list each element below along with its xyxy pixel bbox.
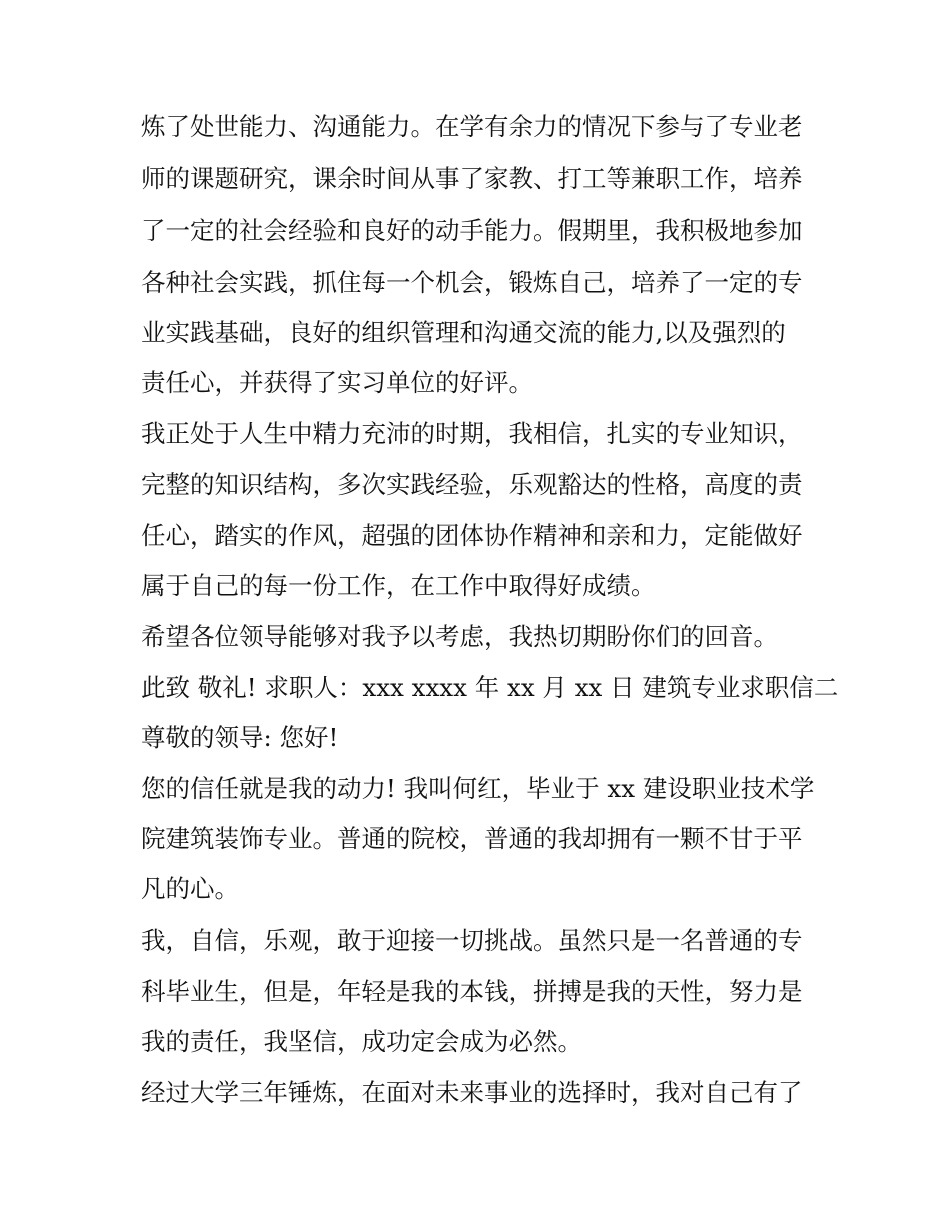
text-line: 师的课题研究，课余时间从事了家教、打工等兼职工作，培养 [141, 164, 803, 193]
text-line: 炼了处世能力、沟通能力。在学有余力的情况下参与了专业老 [141, 112, 803, 141]
text-line: 您的信任就是我的动力! 我叫何红，毕业于 xx 建设职业技术学 [141, 774, 815, 803]
text-line: 尊敬的领导: 您好! [141, 723, 339, 752]
text-line: 此致 敬礼! 求职人：xxx xxxx 年 xx 月 xx 日 建筑专业求职信二 [141, 673, 839, 702]
text-line: 希望各位领导能够对我予以考虑，我热切期盼你们的回音。 [141, 622, 778, 651]
text-line: 我，自信，乐观，敢于迎接一切挑战。虽然只是一名普通的专 [141, 926, 803, 955]
text-line: 院建筑装饰专业。普通的院校，普通的我却拥有一颗不甘于平 [141, 824, 803, 853]
text-line: 任心，踏实的作风，超强的团体协作精神和亲和力，定能做好 [141, 521, 803, 550]
text-line: 我正处于人生中精力充沛的时期，我相信，扎实的专业知识， [141, 419, 803, 448]
text-line: 科毕业生，但是，年轻是我的本钱，拼搏是我的天性，努力是 [141, 977, 803, 1006]
text-line: 属于自己的每一份工作，在工作中取得好成绩。 [141, 571, 656, 600]
text-line: 责任心，并获得了实习单位的好评。 [141, 368, 533, 397]
text-line: 业实践基础，良好的组织管理和沟通交流的能力,以及强烈的 [141, 318, 786, 347]
text-line: 各种社会实践，抓住每一个机会，锻炼自己，培养了一定的专 [141, 268, 803, 297]
text-line: 了一定的社会经验和良好的动手能力。假期里，我积极地参加 [141, 216, 803, 245]
text-line: 经过大学三年锤炼，在面对未来事业的选择时，我对自己有了 [141, 1078, 803, 1107]
text-line: 完整的知识结构，多次实践经验，乐观豁达的性格，高度的责 [141, 470, 803, 499]
text-line: 凡的心。 [141, 874, 239, 903]
text-line: 我的责任，我坚信，成功定会成为必然。 [141, 1027, 582, 1056]
